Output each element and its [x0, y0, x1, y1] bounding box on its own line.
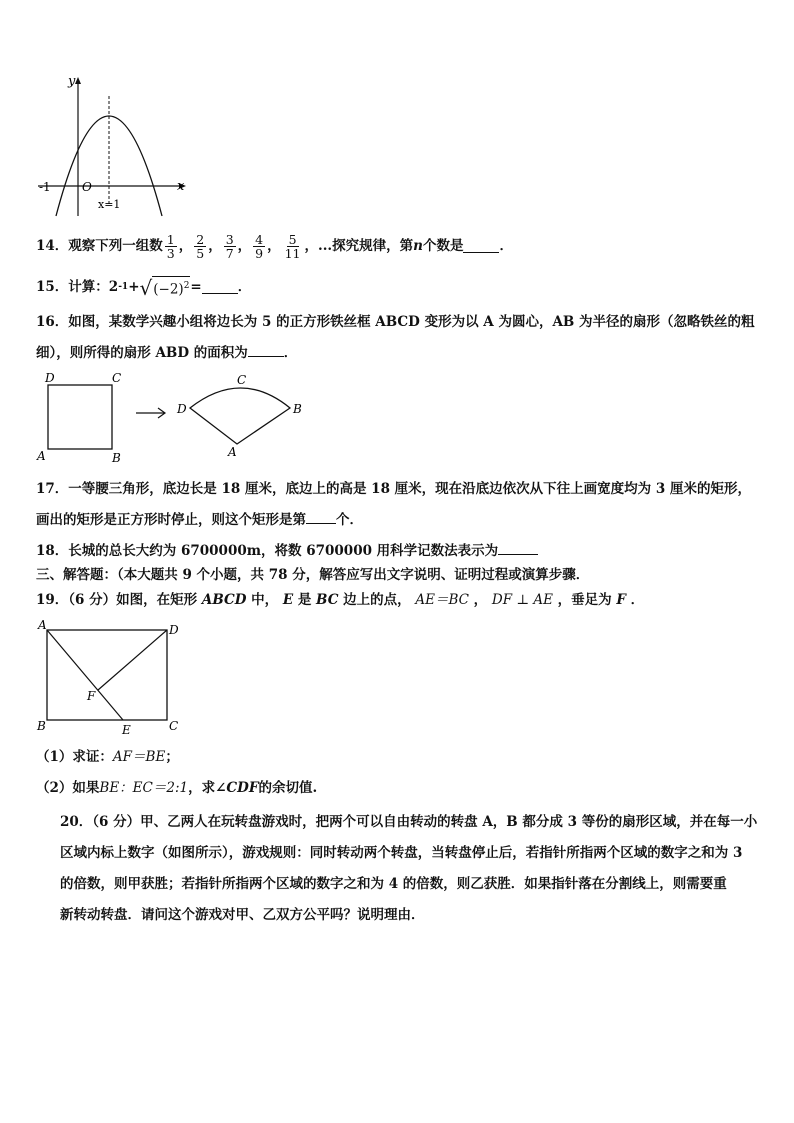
q14-num-2: 2 — [196, 231, 205, 247]
sector-abd — [190, 388, 290, 444]
q17-line-2b: 个． — [336, 512, 363, 528]
q19-part-1 — [36, 749, 179, 765]
q15-end: ． — [237, 279, 252, 295]
axis-label: x=1 — [98, 198, 121, 211]
q15-plus: + — [128, 279, 140, 295]
q19-p2a: （2）如果 — [36, 780, 100, 796]
question-18 — [36, 542, 538, 559]
radical-icon: √ — [139, 276, 153, 301]
q19-d4: ． — [630, 592, 645, 608]
q17-answer-blank[interactable] — [306, 511, 336, 524]
q14-suffix-b: 个数是 — [422, 238, 464, 254]
q15-radicand: (−2) — [153, 281, 184, 298]
q19-part-2 — [36, 780, 317, 796]
section-3-heading: 三、解答题：（本大题共 9 个小题，共 78 分，解答应写出文字说明、证明过程或演算步骤． — [36, 567, 590, 583]
q14-sep-2: ， — [208, 238, 222, 254]
q14-den-5: 11 — [284, 245, 301, 261]
q15-sqrt — [140, 276, 191, 299]
q19-p1m: AF＝BE — [112, 749, 166, 765]
q14-fraction-1 — [165, 233, 177, 260]
question-19 — [36, 592, 644, 608]
q19-cond-1: AE＝BC — [415, 592, 469, 608]
sector-label-a: A — [228, 445, 237, 459]
parabola-figure — [34, 72, 194, 218]
q19-c: 是 — [297, 592, 312, 608]
q19-f: F — [616, 592, 626, 608]
q15-rad-exp: 2 — [183, 280, 190, 291]
square-label-a: A — [37, 449, 46, 463]
q19-abcd: ABCD — [201, 592, 247, 608]
segment-df — [98, 630, 167, 690]
q14-num-1: 1 — [166, 231, 175, 247]
q19-a: 19．（6 分）如图，在矩形 — [36, 592, 198, 608]
q19-b: 中， — [251, 592, 279, 608]
q14-num-5: 5 — [288, 231, 297, 247]
q14-fraction-3 — [224, 233, 236, 260]
q17-line-2a: 画出的矩形是正方形时停止，则这个矩形是第 — [36, 512, 306, 528]
q14-sep-1: ， — [178, 238, 193, 254]
q14-sep-3: ， — [237, 238, 252, 254]
q14-var: n — [413, 238, 423, 254]
rect-label-d: D — [169, 623, 179, 637]
q14-fraction-2 — [194, 233, 206, 260]
rect-label-c: C — [169, 719, 179, 733]
q19-p1a: （1）求证： — [36, 749, 113, 765]
q14-prefix: 14．观察下列一组数 — [36, 238, 163, 254]
q14-den-2: 5 — [196, 245, 205, 261]
q20-line-2: 区域内标上数字（如图所示），游戏规则：同时转动两个转盘，当转盘停止后，若指针所指两个区域的数字之和为 3 — [60, 845, 743, 861]
question-15 — [36, 274, 251, 300]
q19-figure — [34, 616, 194, 736]
question-14 — [36, 228, 513, 264]
y-axis-arrow — [75, 77, 81, 84]
rect-label-e: E — [122, 723, 131, 736]
q19-d2: ， — [473, 592, 488, 608]
rectangle-abcd — [47, 630, 167, 720]
q14-end: ． — [499, 238, 513, 254]
segment-ae — [47, 630, 123, 720]
q19-d3: ，垂足为 — [557, 592, 612, 608]
q19-bc: BC — [316, 592, 339, 608]
q14-den-4: 9 — [255, 245, 264, 261]
q19-e: E — [282, 592, 294, 608]
q16-line-2b: ． — [283, 345, 298, 361]
q19-p2b: ，求∠ — [188, 780, 227, 796]
q19-d: 边上的点， — [343, 592, 411, 608]
q14-num-3: 3 — [225, 231, 234, 247]
q16-line-2a: 细），则所得的扇形 ABD 的面积为 — [36, 345, 248, 361]
q16-answer-blank[interactable] — [248, 344, 284, 357]
rect-label-a: A — [38, 618, 47, 632]
q15-prefix: 15．计算：2 — [36, 279, 119, 295]
rect-label-f: F — [87, 689, 96, 703]
q14-answer-blank[interactable] — [463, 240, 499, 253]
square-abcd — [48, 385, 112, 449]
q14-sep-4: ， — [267, 238, 281, 254]
x-label: x — [177, 179, 185, 194]
q19-p2d: 的余切值. — [258, 780, 318, 796]
q17-line-2 — [36, 511, 363, 528]
q15-eq: = — [190, 279, 202, 295]
sector-label-b: B — [293, 402, 302, 416]
q19-p2c: CDF — [226, 780, 259, 796]
q19-p1b: ； — [165, 749, 179, 765]
q14-fraction-4 — [253, 233, 265, 260]
rect-label-b: B — [37, 719, 46, 733]
q20-line-4: 新转动转盘．请问这个游戏对甲、乙双方公平吗？说明理由． — [60, 907, 425, 923]
q14-den-1: 3 — [166, 245, 175, 261]
square-label-b: B — [112, 451, 121, 465]
q16-line-2 — [36, 344, 297, 361]
q15-exp: -1 — [118, 282, 129, 292]
q18-text: 18．长城的总长大约为 6700000m，将数 6700000 用科学记数法表示为 — [36, 543, 499, 559]
q17-line-1: 17．一等腰三角形，底边长是 18 厘米，底边上的高是 18 厘米，现在沿底边依次从下往上画宽度均为 3 厘米的矩形， — [36, 481, 751, 497]
q19-cond-2: DF ⊥ AE — [491, 592, 553, 608]
neg-one-label: -1 — [39, 180, 51, 194]
square-label-c: C — [112, 371, 122, 385]
q20-line-3: 的倍数，则甲获胜；若指针所指两个区域的数字之和为 4 的倍数，则乙获胜．如果指针落在分割线上，则需要重 — [60, 876, 727, 892]
q16-line-1: 16．如图，某数学兴趣小组将边长为 5 的正方形铁丝框 ABCD 变形为以 A 为圆心，AB 为半径的扇形（忽略铁丝的粗 — [36, 314, 755, 330]
q14-den-3: 7 — [225, 245, 234, 261]
square-label-d: D — [45, 371, 55, 385]
q16-figure — [34, 370, 314, 466]
origin-label: O — [82, 180, 92, 194]
q18-answer-blank[interactable] — [498, 542, 538, 555]
q14-num-4: 4 — [255, 231, 264, 247]
y-label: y — [68, 74, 76, 89]
sector-label-c: C — [237, 373, 247, 387]
q19-p2m: BE：EC＝2:1 — [99, 780, 189, 796]
q14-fraction-5 — [283, 233, 303, 260]
sector-label-d: D — [177, 402, 187, 416]
q14-suffix-a: ，...探究规律，第 — [304, 238, 414, 254]
q15-answer-blank[interactable] — [202, 281, 238, 294]
q20-line-1: 20．（6 分）甲、乙两人在玩转盘游戏时，把两个可以自由转动的转盘 A，B 都分成 3 等份的扇形区域，并在每一小 — [60, 814, 758, 830]
